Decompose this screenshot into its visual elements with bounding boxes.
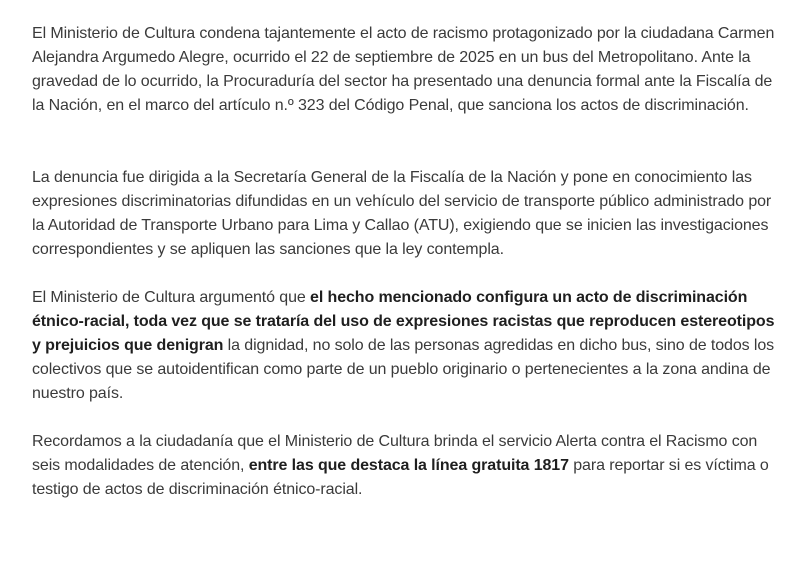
paragraph-condemnation: El Ministerio de Cultura condena tajantemente el acto de racismo protagonizado por la ciudadana Carmen Alejandra Argumedo Alegre, ocurrido el 22 de septiembre de 2025 en un bus del Metropolitano. Ante la gravedad de lo ocurrido, la Procuraduría del sector ha presentado una denuncia formal ante la Fiscalía de la Nación, en el marco del artículo n.º 323 del Código Penal, que sanciona los actos de discriminación. [32, 25, 775, 114]
article-body [32, 22, 782, 502]
paragraph-argument-highlight: el hecho mencionado configura un acto de discriminación étnico-racial, toda vez que se trataría del uso de expresiones racistas que reproducen estereotipos y prejuicios que denigran [32, 289, 775, 354]
paragraph-alert-intro: Recordamos a la ciudadanía que el Ministerio de Cultura brinda el servicio Alerta contra el Racismo con seis modalidades de atención, [32, 433, 758, 474]
paragraph-alert-rest: para reportar si es víctima o testigo de actos de discriminación étnico-racial. [32, 457, 769, 498]
paragraph-argument-intro: El Ministerio de Cultura argumentó que [32, 289, 311, 306]
paragraph-alert-highlight: entre las que destaca la línea gratuita 1817 [248, 457, 569, 474]
paragraph-alert-service [32, 430, 782, 502]
paragraph-argument [32, 286, 782, 406]
paragraph-complaint: La denuncia fue dirigida a la Secretaría General de la Fiscalía de la Nación y pone en conocimiento las expresiones discriminatorias difundidas en un vehículo del servicio de transporte público administrado por la Autoridad de Transporte Urbano para Lima y Callao (ATU), exigiendo que se inicien las investigaciones correspondientes y se apliquen las sanciones que la ley contempla. [32, 169, 772, 258]
paragraph-argument-rest: la dignidad, no solo de las personas agredidas en dicho bus, sino de todos los colectivos que se autoidentifican como parte de un pueblo originario o pertenecientes a la zona andina de nuestro país. [32, 337, 775, 402]
